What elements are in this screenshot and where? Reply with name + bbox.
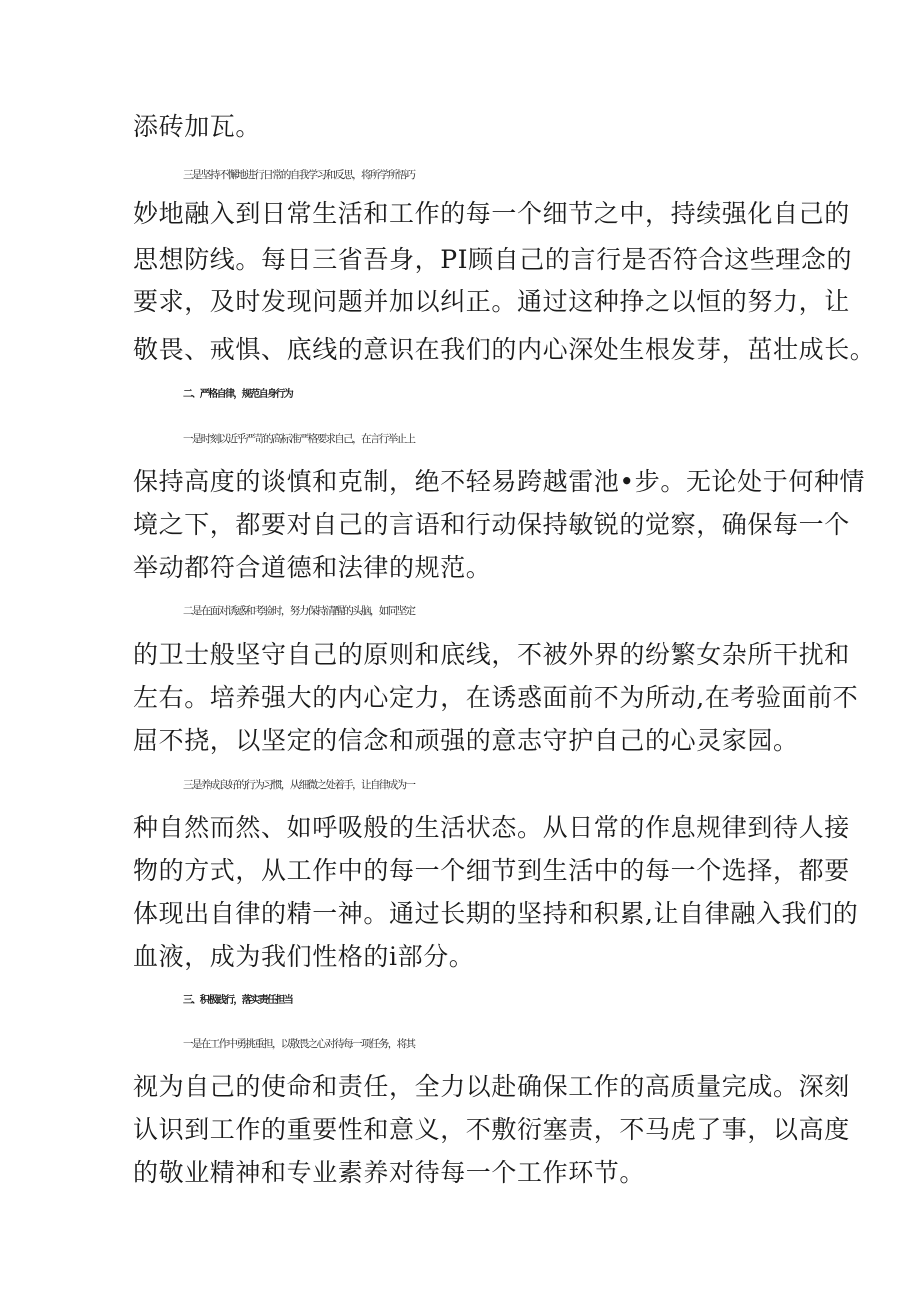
paragraph-line: 保持高度的谈慎和克制，绝不轻易跨越雷池•步。无论处于何种情 bbox=[133, 467, 866, 496]
paragraph-line: 三是养成良好的行为习惯，从细微之处着手，让自律成为一 bbox=[183, 779, 415, 791]
paragraph-line: 种自然而然、如呼吸般的生活状态。从日常的作息规律到待人接 bbox=[133, 813, 850, 842]
paragraph-line: 敬畏、戒惧、底线的意识在我们的内心深处生根发芽，茁壮成长。 bbox=[133, 335, 876, 364]
paragraph-line: 一是在工作中勇挑重担，以敬畏之心对待每一项任务，将其 bbox=[183, 1038, 415, 1050]
paragraph-line: 的卫士般坚守自己的原则和底线，不被外界的纷繁女杂所干扰和 bbox=[133, 640, 850, 669]
section-heading: 三、积极践行，落实责任担当 bbox=[183, 995, 293, 1006]
paragraph-line: 血液，成为我们性格的i部分。 bbox=[133, 942, 475, 971]
paragraph-line: 要求，及时发现问题并加以纠正。通过这种挣之以恒的努力，让 bbox=[133, 287, 850, 316]
paragraph-line: 三是坚持不懈地进行日常的自我学习和反思，将所学所悟巧 bbox=[183, 169, 415, 181]
paragraph-line: 二是在面对诱惑和考验时，努力保持清醒的头脑，如同坚定 bbox=[183, 605, 415, 617]
paragraph-line: 思想防线。每日三省吾身，PI顾自己的言行是否符合这些理念的 bbox=[133, 245, 853, 274]
paragraph-line: 举动都符合道德和法律的规范。 bbox=[133, 553, 492, 582]
paragraph-line: 左右。培养强大的内心定力，在诱惑面前不为所动,在考验面前不 bbox=[133, 683, 859, 712]
paragraph-line: 境之下，都要对自己的言语和行动保持敏锐的觉察，确保每一个 bbox=[133, 510, 850, 539]
paragraph-line: 的敬业精神和专业素养对待每一个工作环节。 bbox=[133, 1158, 646, 1187]
section-heading: 二、严格自律，规范自身行为 bbox=[183, 389, 293, 400]
paragraph-line: 一是时刻以近乎严苛的高标准严格要求自己，在言行举止上 bbox=[183, 433, 415, 445]
paragraph-line: 物的方式，从工作中的每一个细节到生活中的每一个选择，都要 bbox=[133, 856, 850, 885]
paragraph-line: 添砖加瓦。 bbox=[133, 112, 262, 141]
paragraph-line: 体现出自律的精一神。通过长期的坚持和积累,让自律融入我们的 bbox=[133, 899, 859, 928]
paragraph-line: 视为自己的使命和责任，全力以赴确保工作的高质量完成。深刻 bbox=[133, 1072, 850, 1101]
paragraph-line: 妙地融入到日常生活和工作的每一个细节之中，持续强化自己的 bbox=[133, 199, 850, 228]
paragraph-line: 屈不挠，以坚定的信念和顽强的意志守护自己的心灵家园。 bbox=[133, 726, 799, 755]
paragraph-line: 认识到工作的重要性和意义，不敷衍塞责，不马虎了事，以高度 bbox=[133, 1115, 850, 1144]
